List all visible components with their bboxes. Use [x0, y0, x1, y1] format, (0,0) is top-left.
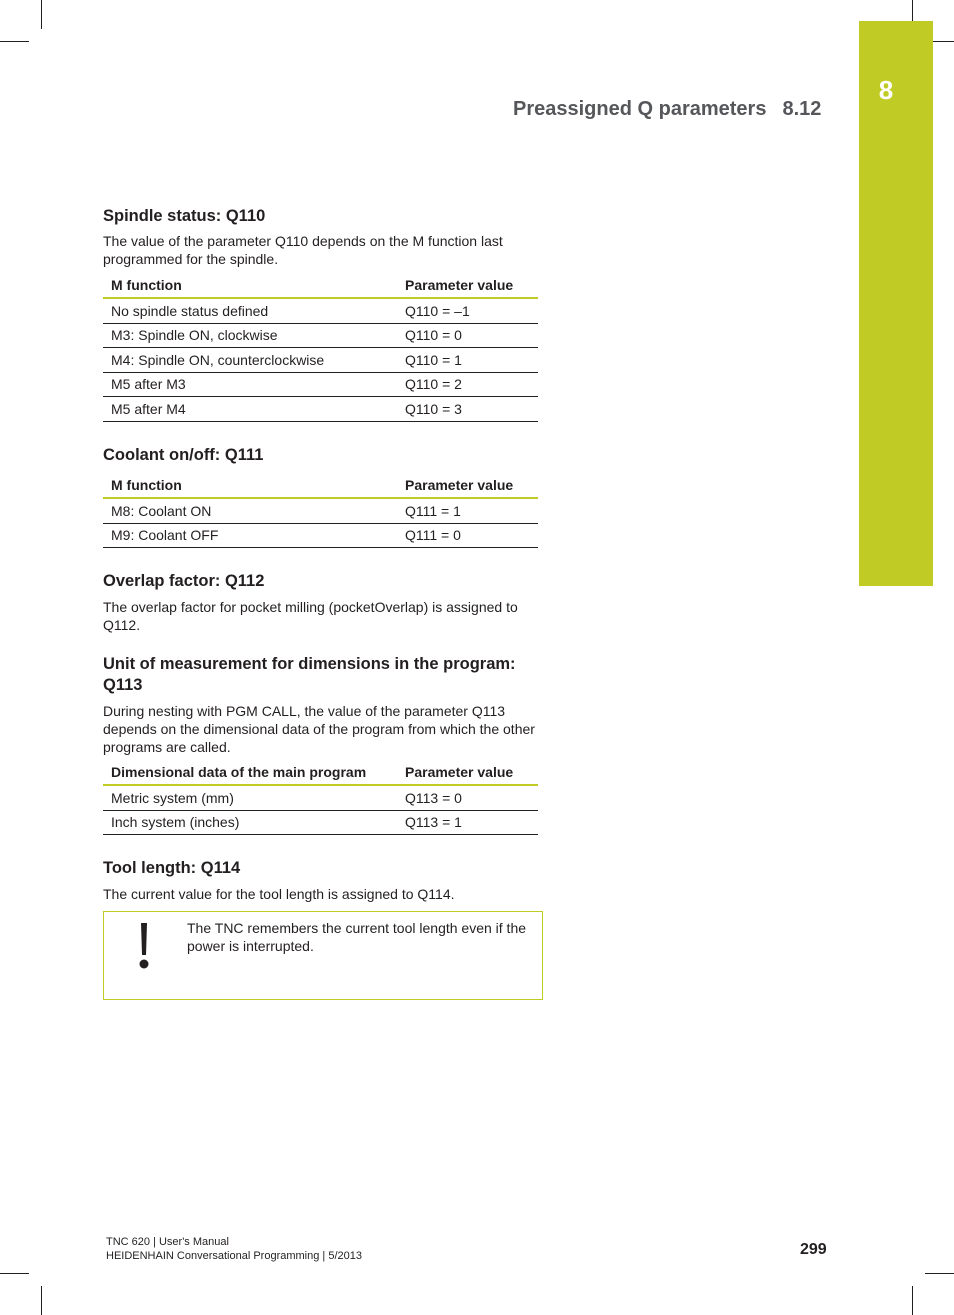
table-cell: M9: Coolant OFF [103, 523, 397, 548]
table-cell: Metric system (mm) [103, 785, 397, 810]
tool-text: The current value for the tool length is assigned to Q114. [103, 886, 455, 902]
unit-heading: Unit of measurement for dimensions in the program: Q113 [103, 655, 516, 694]
column-header: Parameter value [397, 472, 538, 498]
footer [106, 1235, 362, 1263]
table-cell: Inch system (inches) [103, 810, 397, 835]
table-cell: Q110 = 0 [397, 323, 538, 348]
unit-table [103, 759, 538, 835]
crop-mark [0, 41, 29, 42]
column-header: M function [103, 472, 397, 498]
table-row [103, 498, 538, 523]
table-cell: Q113 = 0 [397, 785, 538, 810]
table-cell: Q110 = 2 [397, 372, 538, 397]
column-header: Dimensional data of the main program [103, 759, 397, 785]
section-title: Preassigned Q parameters [513, 98, 767, 120]
section-number: 8.12 [782, 98, 822, 120]
table-row [103, 323, 538, 348]
table-row [103, 785, 538, 810]
spindle-text: The value of the parameter Q110 depends on the M function last programmed for the spindle. [103, 233, 503, 267]
chapter-number: 8 [878, 75, 894, 105]
column-header: Parameter value [397, 272, 538, 298]
table-header-row [103, 759, 538, 785]
coolant-heading: Coolant on/off: Q111 [103, 446, 264, 464]
spindle-heading: Spindle status: Q110 [103, 207, 266, 225]
spindle-table [103, 272, 538, 422]
table-cell: M8: Coolant ON [103, 498, 397, 523]
footer-line-2: HEIDENHAIN Conversational Programming | 5/2013 [106, 1250, 362, 1262]
table-row [103, 372, 538, 397]
table-cell: M5 after M4 [103, 397, 397, 422]
tool-heading: Tool length: Q114 [103, 859, 241, 877]
table-cell: M4: Spindle ON, counterclockwise [103, 348, 397, 373]
table-header-row [103, 472, 538, 498]
table-row [103, 397, 538, 422]
table-header-row [103, 272, 538, 298]
table-row [103, 298, 538, 323]
table-row [103, 523, 538, 548]
overlap-text: The overlap factor for pocket milling (pocketOverlap) is assigned to Q112. [103, 599, 518, 633]
table-cell: No spindle status defined [103, 298, 397, 323]
table-cell: M5 after M3 [103, 372, 397, 397]
table-cell: Q110 = 1 [397, 348, 538, 373]
table-row [103, 348, 538, 373]
chapter-tab [859, 21, 933, 586]
overlap-heading: Overlap factor: Q112 [103, 572, 265, 590]
crop-mark [0, 1273, 29, 1274]
table-cell: Q110 = –1 [397, 298, 538, 323]
unit-text: During nesting with PGM CALL, the value of the parameter Q113 depends on the dimensional data of the program from which the other programs are called. [103, 703, 535, 755]
table-cell: M3: Spindle ON, clockwise [103, 323, 397, 348]
running-head [513, 98, 821, 121]
table-cell: Q111 = 0 [397, 523, 538, 548]
footer-line-1: TNC 620 | User's Manual [106, 1236, 229, 1248]
table-cell: Q113 = 1 [397, 810, 538, 835]
column-header: M function [103, 272, 397, 298]
table-cell: Q111 = 1 [397, 498, 538, 523]
note-box [103, 911, 543, 1000]
crop-mark [925, 1273, 954, 1274]
column-header: Parameter value [397, 759, 538, 785]
crop-mark [41, 1286, 42, 1315]
table-row [103, 810, 538, 835]
note-text: The TNC remembers the current tool length even if the power is interrupted. [187, 920, 527, 954]
crop-mark [912, 1286, 913, 1315]
page-number: 299 [800, 1241, 827, 1258]
coolant-table [103, 472, 538, 548]
crop-mark [41, 0, 42, 29]
table-cell: Q110 = 3 [397, 397, 538, 422]
exclamation-icon [134, 923, 154, 971]
